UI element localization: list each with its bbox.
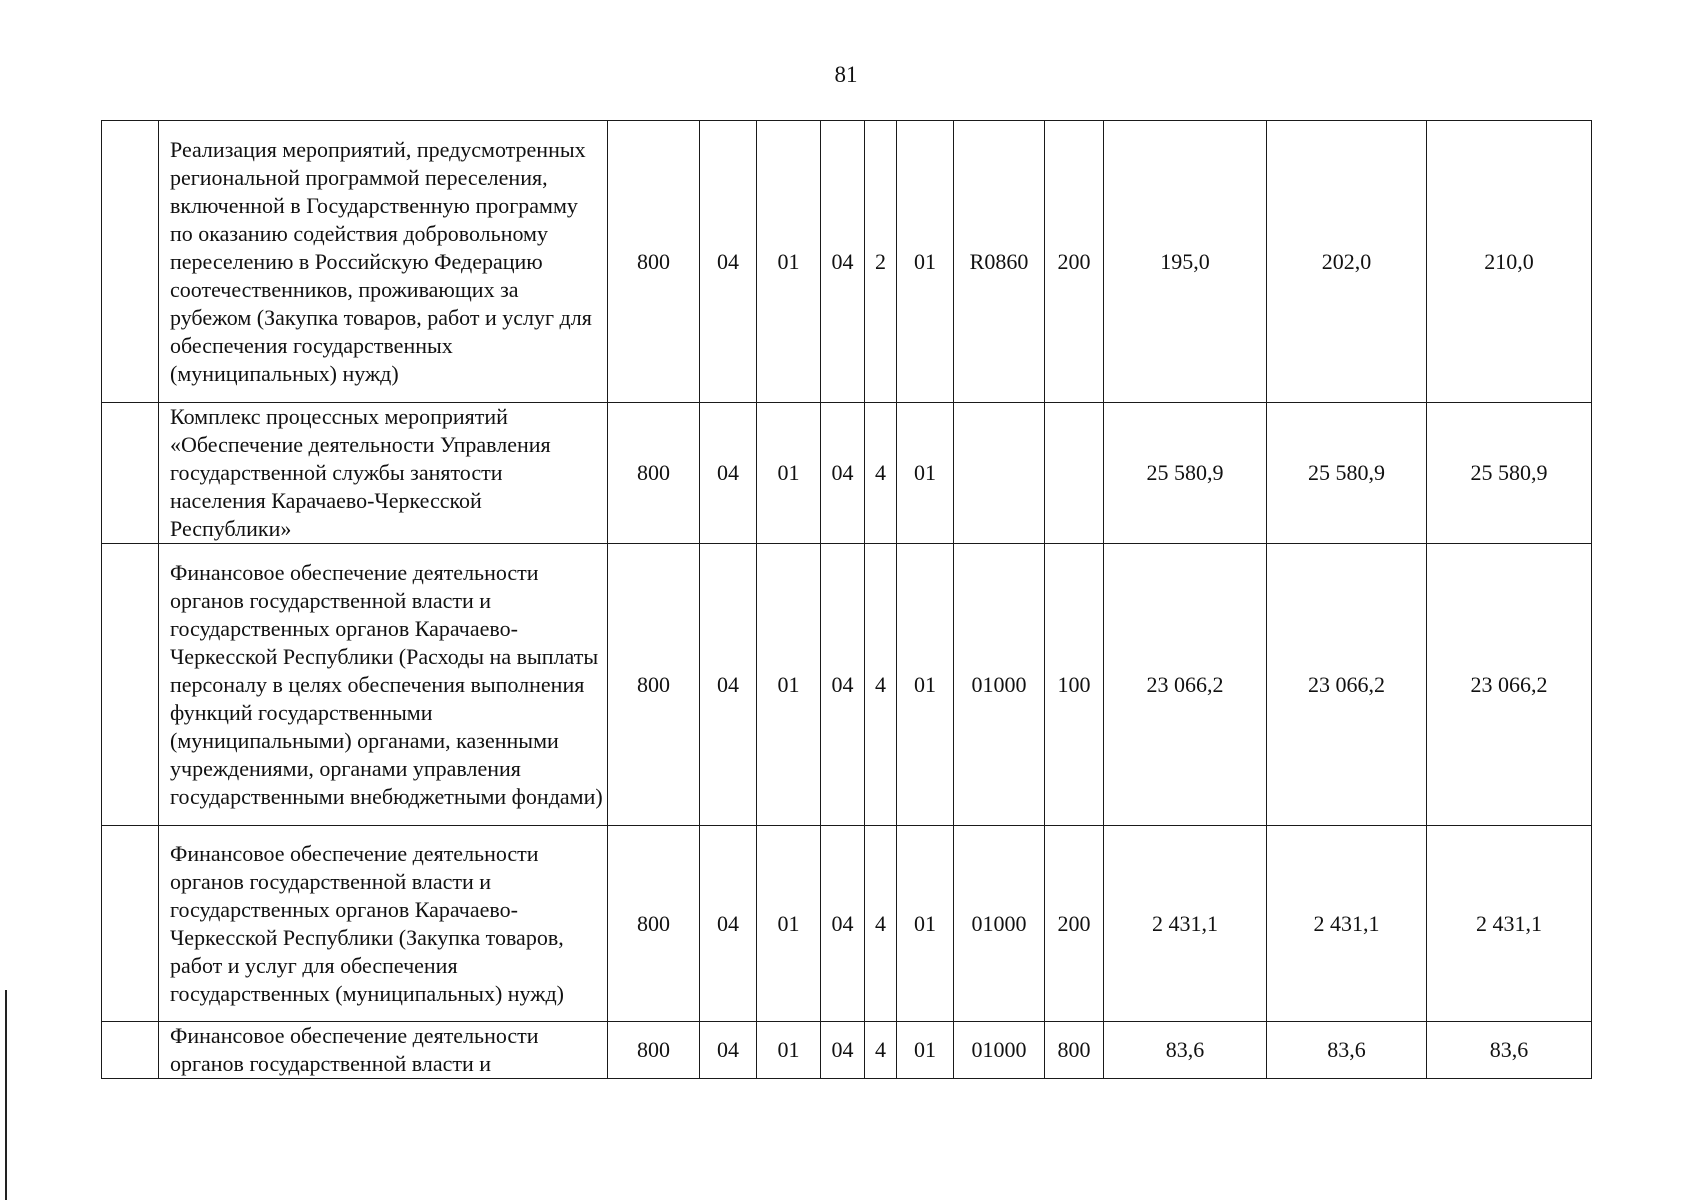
amount-year-1: 23 066,2	[1104, 544, 1267, 826]
item-name: Комплекс процессных мероприятий «Обеспечение деятельности Управления государственной службы занятости населения Карачаево-Черкесской Республики»	[159, 403, 608, 544]
subsection-code: 01	[757, 544, 821, 826]
grbs-code: 800	[608, 544, 700, 826]
grbs-code: 800	[608, 121, 700, 403]
direction-code: 01000	[954, 1022, 1045, 1079]
amount-year-1: 83,6	[1104, 1022, 1267, 1079]
row-number-cell	[102, 544, 159, 826]
amount-year-1: 195,0	[1104, 121, 1267, 403]
subsection-code: 01	[757, 826, 821, 1022]
subprogram-code: 2	[865, 121, 897, 403]
row-number-cell	[102, 1022, 159, 1079]
grbs-code: 800	[608, 826, 700, 1022]
row-number-cell	[102, 121, 159, 403]
program-code: 04	[821, 121, 865, 403]
direction-code: 01000	[954, 544, 1045, 826]
subprogram-code: 4	[865, 544, 897, 826]
expense-type-code	[1045, 403, 1104, 544]
subprogram-code: 4	[865, 1022, 897, 1079]
scan-edge-mark	[5, 990, 7, 1200]
main-activity-code: 01	[897, 826, 954, 1022]
amount-year-1: 2 431,1	[1104, 826, 1267, 1022]
subsection-code: 01	[757, 1022, 821, 1079]
section-code: 04	[700, 1022, 757, 1079]
expense-type-code: 100	[1045, 544, 1104, 826]
item-name: Реализация мероприятий, предусмотренных региональной программой переселения, включенной в Государственную программу по оказанию содействия добровольному переселению в Российскую Федерацию соотечественников, проживающих за рубежом (Закупка товаров, работ и услуг для обеспечения государственных (муниципальных) нужд)	[159, 121, 608, 403]
expense-type-code: 200	[1045, 826, 1104, 1022]
amount-year-3: 83,6	[1427, 1022, 1592, 1079]
table-row	[102, 826, 1592, 1022]
subsection-code: 01	[757, 121, 821, 403]
amount-year-2: 202,0	[1267, 121, 1427, 403]
amount-year-3: 210,0	[1427, 121, 1592, 403]
amount-year-3: 23 066,2	[1427, 544, 1592, 826]
table-row	[102, 544, 1592, 826]
item-name: Финансовое обеспечение деятельности органов государственной власти и	[159, 1022, 608, 1079]
main-activity-code: 01	[897, 121, 954, 403]
amount-year-2: 83,6	[1267, 1022, 1427, 1079]
program-code: 04	[821, 826, 865, 1022]
page-number: 81	[834, 62, 858, 87]
direction-code: R0860	[954, 121, 1045, 403]
expense-type-code: 800	[1045, 1022, 1104, 1079]
table-row	[102, 121, 1592, 403]
amount-year-2: 25 580,9	[1267, 403, 1427, 544]
subprogram-code: 4	[865, 403, 897, 544]
main-activity-code: 01	[897, 1022, 954, 1079]
item-name: Финансовое обеспечение деятельности органов государственной власти и государственных органов Карачаево-Черкесской Республики (Расходы на выплаты персоналу в целях обеспечения выполнения функций государственными (муниципальными) органами, казенными учреждениями, органами управления государственными внебюджетными фондами)	[159, 544, 608, 826]
amount-year-1: 25 580,9	[1104, 403, 1267, 544]
subprogram-code: 4	[865, 826, 897, 1022]
amount-year-3: 2 431,1	[1427, 826, 1592, 1022]
main-activity-code: 01	[897, 544, 954, 826]
section-code: 04	[700, 544, 757, 826]
row-number-cell	[102, 403, 159, 544]
program-code: 04	[821, 544, 865, 826]
budget-table	[101, 120, 1592, 1079]
amount-year-2: 2 431,1	[1267, 826, 1427, 1022]
section-code: 04	[700, 403, 757, 544]
section-code: 04	[700, 826, 757, 1022]
table-row	[102, 1022, 1592, 1079]
expense-type-code: 200	[1045, 121, 1104, 403]
grbs-code: 800	[608, 403, 700, 544]
subsection-code: 01	[757, 403, 821, 544]
program-code: 04	[821, 1022, 865, 1079]
program-code: 04	[821, 403, 865, 544]
section-code: 04	[700, 121, 757, 403]
main-activity-code: 01	[897, 403, 954, 544]
amount-year-2: 23 066,2	[1267, 544, 1427, 826]
direction-code: 01000	[954, 826, 1045, 1022]
row-number-cell	[102, 826, 159, 1022]
item-name: Финансовое обеспечение деятельности органов государственной власти и государственных органов Карачаево-Черкесской Республики (Закупка товаров, работ и услуг для обеспечения государственных (муниципальных) нужд)	[159, 826, 608, 1022]
amount-year-3: 25 580,9	[1427, 403, 1592, 544]
grbs-code: 800	[608, 1022, 700, 1079]
direction-code	[954, 403, 1045, 544]
table-row	[102, 403, 1592, 544]
